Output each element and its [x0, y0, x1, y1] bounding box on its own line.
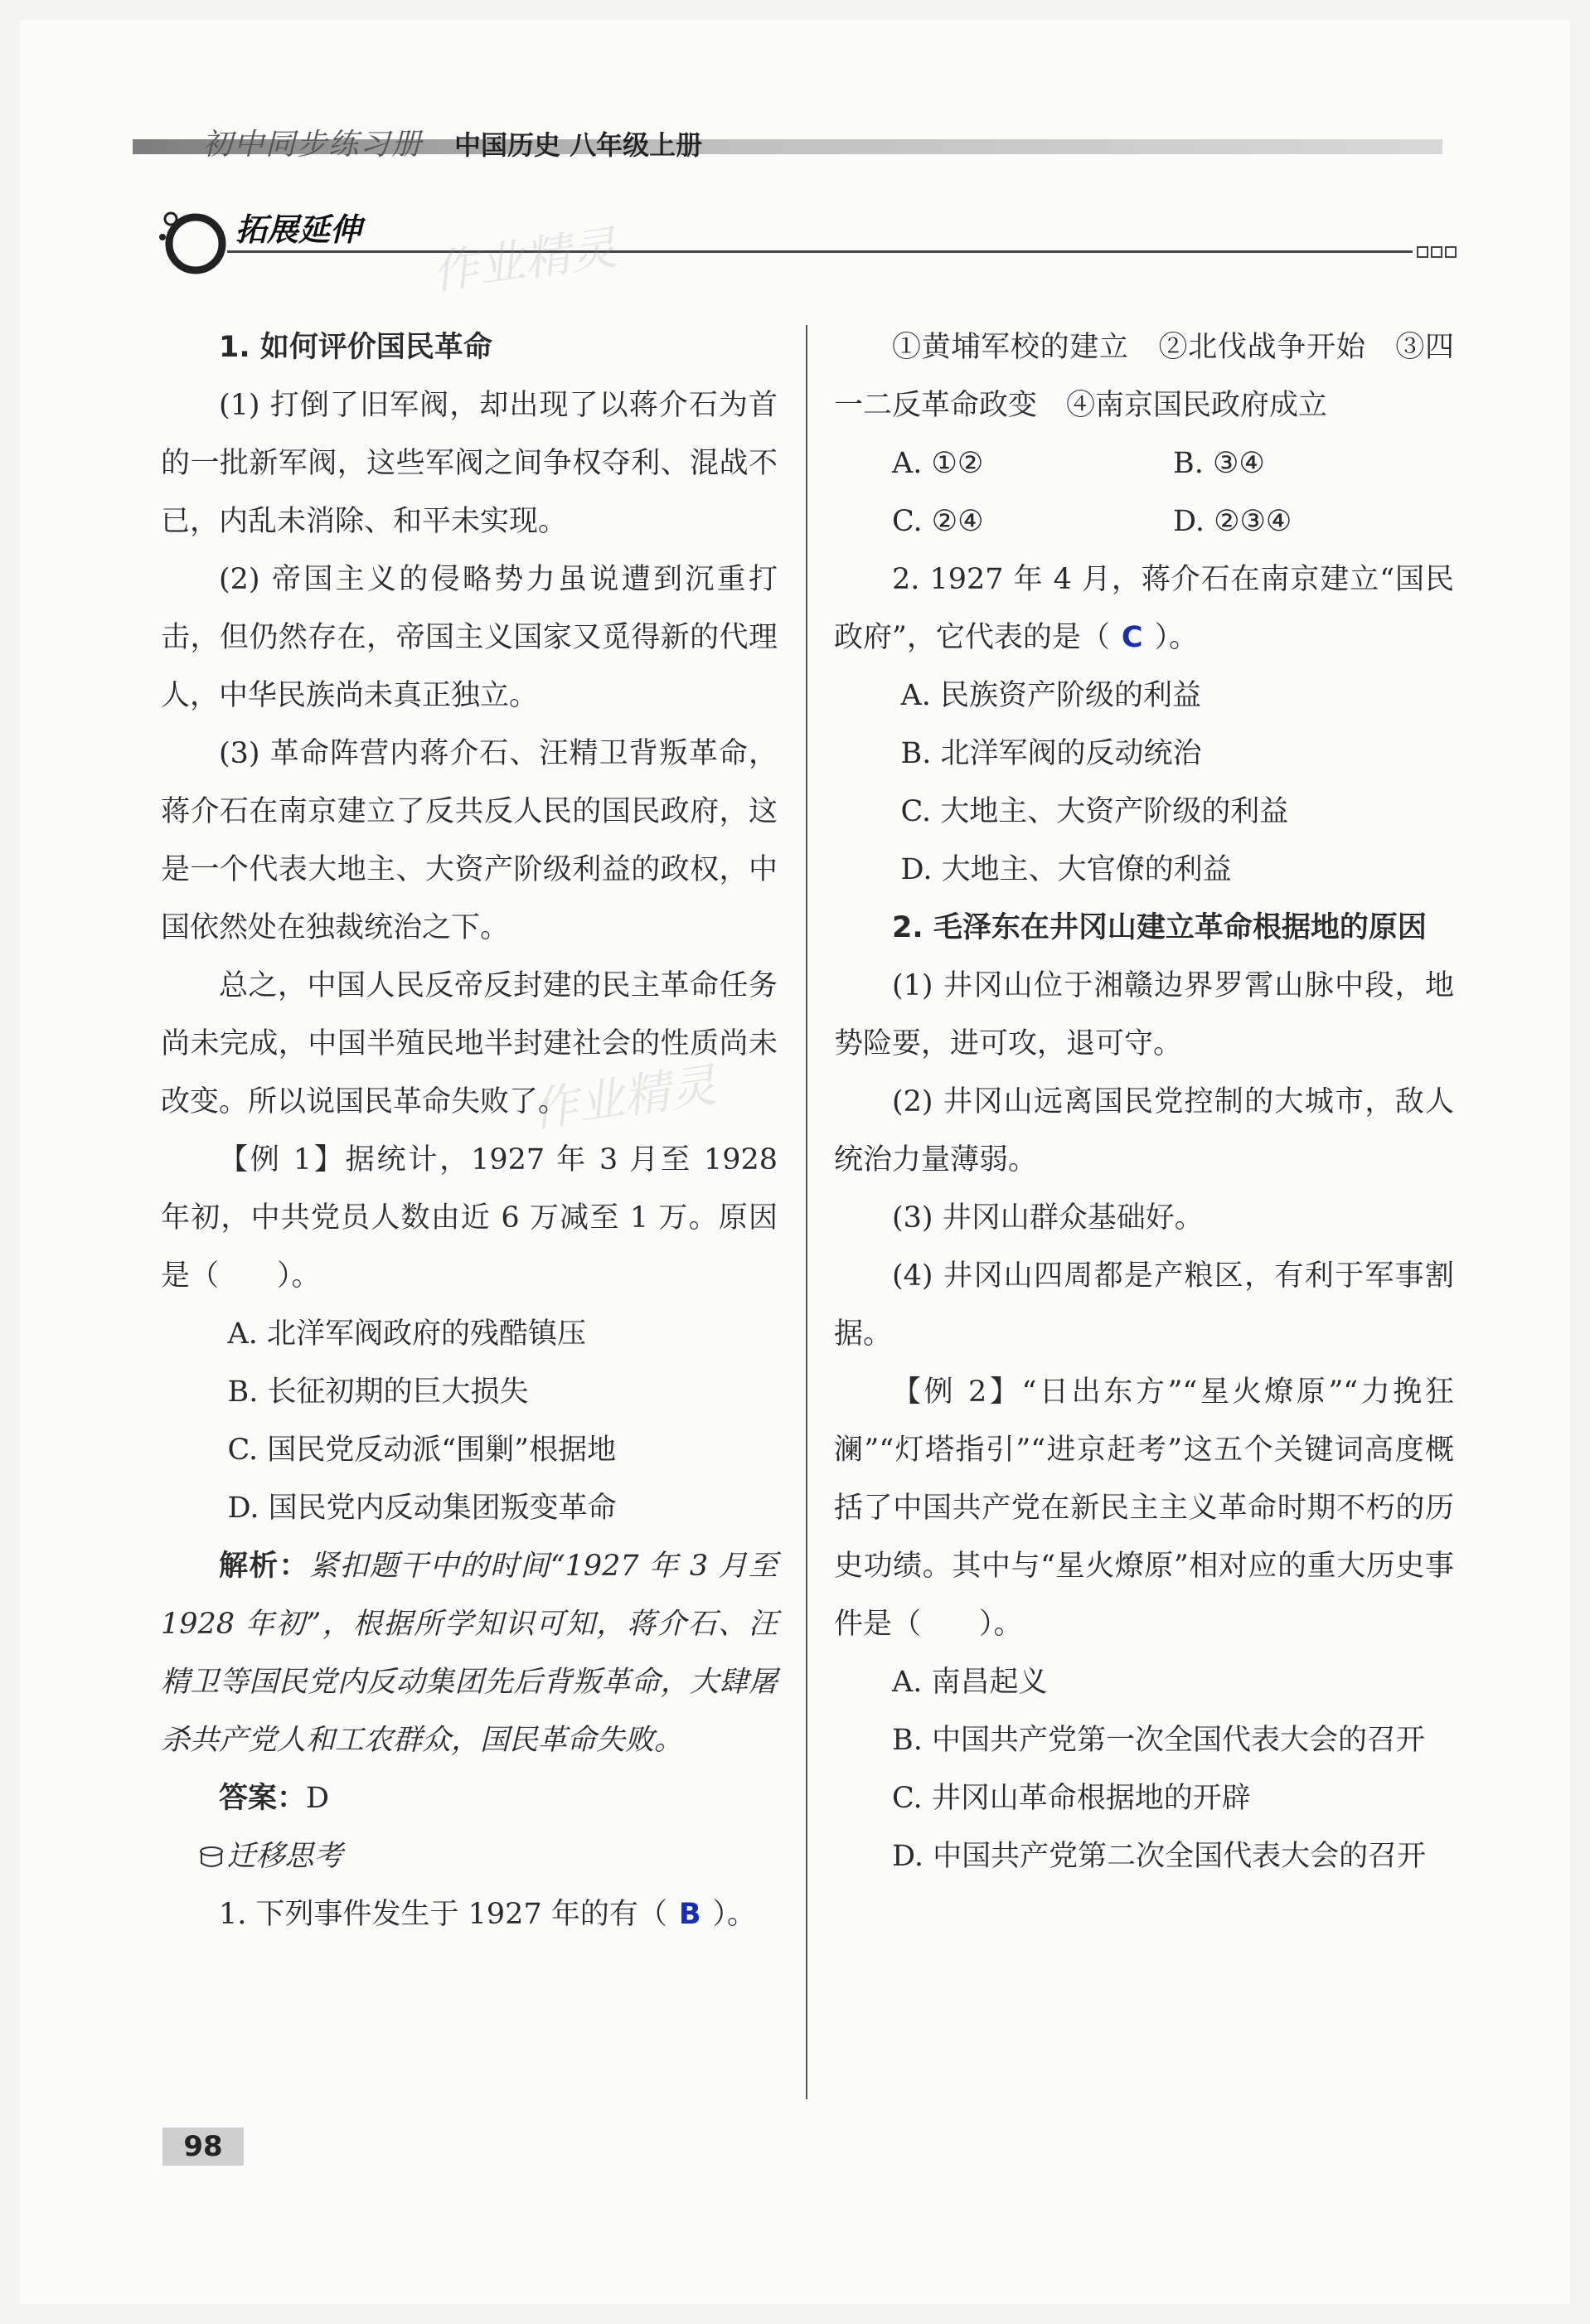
- question-1-stem: 1. 下列事件发生于 1927 年的有（: [219, 1898, 667, 1931]
- column-divider: [806, 325, 807, 2099]
- example-2-option: A. 南昌起义: [892, 1666, 1048, 1699]
- right-column: [834, 318, 1454, 1885]
- question-1-option: D. ②③④: [1173, 505, 1292, 538]
- paragraph: (1) 打倒了旧军阀，却出现了以蒋介石为首的一批新军阀，这些军阀之间争权夺利、混战不已，内乱未消除、和平未实现。: [161, 389, 778, 538]
- page-number: 98: [162, 2128, 244, 2166]
- question-2-option: C. 大地主、大资产阶级的利益: [900, 795, 1289, 828]
- paragraph: 总之，中国人民反帝反封建的民主革命任务尚未完成，中国半殖民地半封建社会的性质尚未改变。所以说国民革命失败了。: [161, 969, 778, 1118]
- question-1-answer: B: [678, 1898, 701, 1931]
- section-dots-icon: [1414, 245, 1457, 261]
- example-1-option: C. 国民党反动派“围剿”根据地: [227, 1434, 617, 1467]
- question-1-items: ①黄埔军校的建立 ②北伐战争开始 ③四一二反革命政变 ④南京国民政府成立: [834, 331, 1454, 422]
- example-1-option: D. 国民党内反动集团叛变革命: [227, 1492, 617, 1525]
- paragraph: (3) 井冈山群众基础好。: [892, 1201, 1204, 1235]
- answer-value: D: [306, 1782, 330, 1815]
- analysis: [161, 1537, 778, 1769]
- question-1-end: ）。: [712, 1898, 757, 1931]
- section-title: 拓展延伸: [235, 211, 362, 248]
- question-1-options-row: [834, 434, 1454, 492]
- example-2-option: D. 中国共产党第二次全国代表大会的召开: [892, 1840, 1427, 1873]
- header-series: 初中同步练习册: [202, 128, 424, 162]
- example-1-question: 【例 1】据统计，1927 年 3 月至 1928 年初，中共党员人数由近 6 万减至 1 万。原因是（ ）。: [161, 1143, 778, 1293]
- analysis-label: 解析：: [219, 1550, 310, 1583]
- paragraph: (3) 革命阵营内蒋介石、汪精卫背叛革命，蒋介石在南京建立了反共反人民的国民政府，这是一个代表大地主、大资产阶级利益的政权，中国依然处在独裁统治之下。: [161, 737, 778, 944]
- example-2-question: 【例 2】“日出东方”“星火燎原”“力挽狂澜”“灯塔指引”“进京赶考”这五个关键词高度概括了中国共产党在新民主主义革命时期不朽的历史功绩。其中与“星火燎原”相对应的重大历史事件是（ ）。: [834, 1375, 1454, 1641]
- example-1-option: B. 长征初期的巨大损失: [227, 1375, 529, 1409]
- header-book-title: 中国历史 八年级上册: [454, 129, 703, 161]
- topic-heading-1: 1. 如何评价国民革命: [219, 331, 492, 364]
- example-1-option: A. 北洋军阀政府的残酷镇压: [227, 1317, 587, 1351]
- question-1-option: B. ③④: [1173, 447, 1265, 480]
- answer: [161, 1769, 778, 1827]
- topic-heading-2: 2. 毛泽东在井冈山建立革命根据地的原因: [892, 911, 1427, 944]
- answer-label: 答案：: [219, 1782, 307, 1815]
- example-2-option: B. 中国共产党第一次全国代表大会的召开: [892, 1724, 1425, 1757]
- question-2-end: ）。: [1154, 621, 1199, 654]
- section-circle-icon: [156, 202, 230, 277]
- thinking-cap-icon: [199, 1845, 224, 1870]
- question-1-option: A. ①②: [892, 447, 984, 480]
- question-2-option: A. 民族资产阶级的利益: [900, 679, 1202, 712]
- question-2-stem: 2. 1927 年 4 月，蒋介石在南京建立“国民政府”，它代表的是（: [834, 563, 1454, 654]
- paragraph: (1) 井冈山位于湘赣边界罗霄山脉中段，地势险要，进可攻，退可守。: [834, 969, 1454, 1060]
- watermark: 作业精灵: [528, 1058, 720, 1138]
- paragraph: (2) 井冈山远离国民党控制的大城市，敌人统治力量薄弱。: [834, 1085, 1454, 1177]
- watermark: 作业精灵: [429, 221, 621, 301]
- analysis-text: 紧扣题干中的时间“1927 年 3 月至 1928 年初”，根据所学知识可知，蒋介石、汪精卫等国民党内反动集团先后背叛革命，大肆屠杀共产党人和工农群众，国民革命失败。: [161, 1550, 778, 1757]
- question-2-answer: C: [1121, 621, 1143, 654]
- question-2-option: D. 大地主、大官僚的利益: [900, 853, 1232, 886]
- question-2-option: B. 北洋军阀的反动统治: [900, 737, 1202, 770]
- question-1-options-row: [834, 492, 1454, 551]
- question-2: [834, 551, 1454, 667]
- paragraph: (4) 井冈山四周都是产粮区，有利于军事割据。: [834, 1259, 1454, 1351]
- transfer-thinking: [161, 1827, 778, 1885]
- example-2-option: C. 井冈山革命根据地的开辟: [892, 1782, 1251, 1815]
- left-column: [161, 318, 778, 1943]
- paragraph: (2) 帝国主义的侵略势力虽说遭到沉重打击，但仍然存在，帝国主义国家又觅得新的代理人，中华民族尚未真正独立。: [161, 563, 778, 712]
- question-1: [161, 1885, 778, 1943]
- section-rule: [227, 250, 1413, 253]
- transfer-thinking-label: 迁移思考: [226, 1840, 343, 1873]
- question-1-option: C. ②④: [892, 505, 984, 538]
